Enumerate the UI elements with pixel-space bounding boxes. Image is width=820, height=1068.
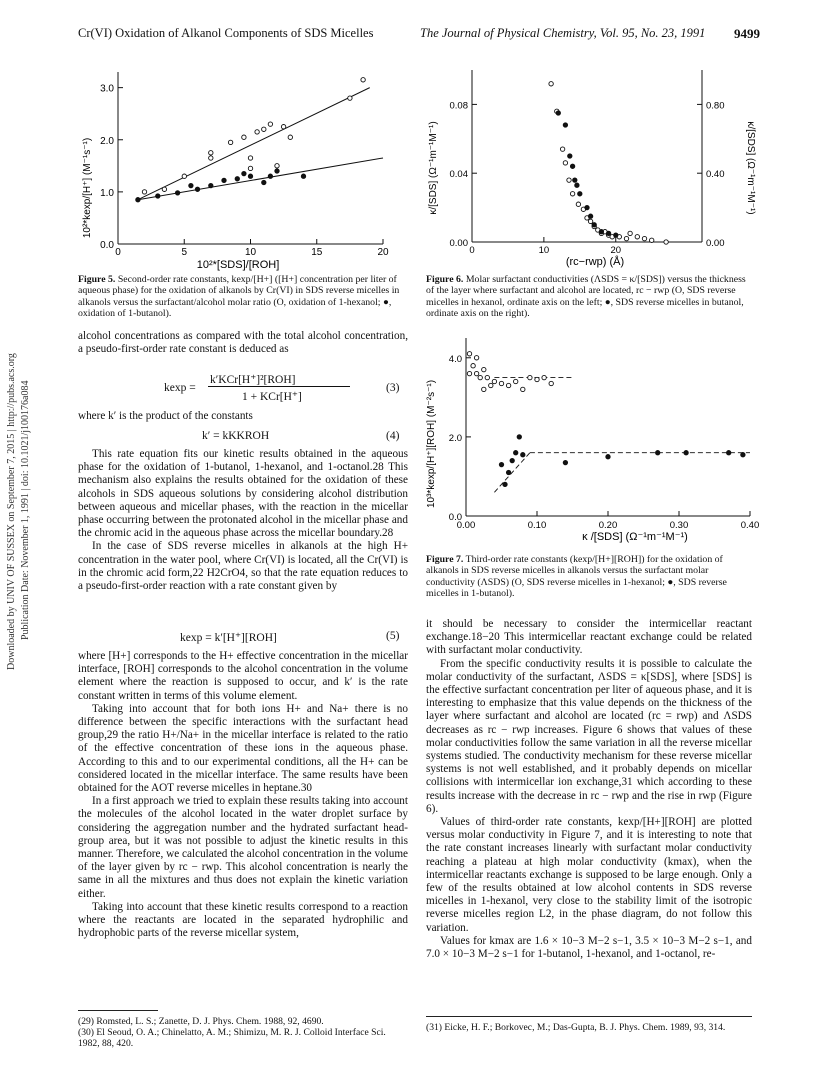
data-point-filled: [568, 154, 572, 158]
figure7-caption: [426, 554, 752, 600]
data-point-filled: [506, 470, 510, 474]
eq5-number: (5): [386, 630, 400, 642]
data-point-open: [361, 78, 365, 82]
data-point-open: [635, 235, 639, 239]
data-point-open: [209, 151, 213, 155]
eq3-number: (3): [386, 382, 400, 394]
data-point-open: [209, 156, 213, 160]
paragraph: From the specific conductivity results it is possible to calculate the molar conductivity of the surfactant, ΛSDS = κ[SDS], where [SDS] is the effective surfactant concentration per liter of aqueous phase, and it is interesting to emphasize that this value depends on the thickness of the layer where surfactant and alcohol are located (rc = rwp) and ΛSDS decreases as rc − rwp increases. Figure 6 shows that values of these molar conductivities follow the same variation in all the reverse micellar systems studied. The conductivity mechanism for these reverse micellar systems is not well established, and it probably depends on micellar collisions with intermicellar ion exchange,31 which according to these results increase with the decrease in rc − rwp and the rise in rwp (Figure 6).: [426, 657, 752, 815]
data-point-filled: [727, 451, 731, 455]
data-point-filled: [656, 451, 660, 455]
fig6-ytick-right-label: 0.80: [706, 100, 725, 112]
data-point-open: [650, 238, 654, 242]
eq4-number: (4): [386, 430, 400, 442]
data-point-filled: [614, 233, 618, 237]
fig5-caption-text: Second-order rate constants, kexp/[H+] ([H+] concentration per liter of aqueous phase) for the oxidation of alkanols by Cr(VI) in SDS reverse micelles in alkanols versus the surfactant/alcohol molar ratio (O, oxidation of 1-hexanol; ●, oxidation of 1-butanol).: [78, 274, 400, 320]
data-point-open: [492, 379, 496, 383]
footnote-rule-left: [78, 1010, 158, 1011]
equation-5: kexp = k′[H⁺][ROH]: [180, 632, 277, 644]
paragraph: where [H+] corresponds to the H+ effective concentration in the micellar interface, [ROH] corresponds to the alcohol concentration in the volume element where the reaction is supposed to occur, and k′ is the rate constant written in terms of this volume element.: [78, 650, 408, 702]
data-point-filled: [268, 174, 272, 178]
fig5-ytick-label: 1.0: [100, 187, 114, 199]
data-point-open: [499, 381, 503, 385]
fig6-xtick-label: 0: [469, 245, 475, 256]
data-point-filled: [136, 198, 140, 202]
data-point-filled: [563, 460, 567, 464]
data-point-open: [588, 219, 592, 223]
data-point-filled: [514, 451, 518, 455]
fig7-xtick-label: 0.20: [598, 520, 618, 531]
data-point-filled: [248, 174, 252, 178]
left-column-mid: [78, 448, 408, 593]
data-point-open: [560, 147, 564, 151]
fig5-ytick-label: 2.0: [100, 135, 114, 147]
paragraph: it should be necessary to consider the intermicellar reactant exchange.18−20 This intermicellar reactant exchange could be related with surfactant molar conductivity.: [426, 618, 752, 657]
data-point-open: [549, 82, 553, 86]
fig7-xtick-label: 0.10: [527, 520, 547, 531]
data-point-filled: [521, 453, 525, 457]
data-point-open: [182, 174, 186, 178]
paragraph: Taking into account that for both ions H+ and Na+ there is no difference between the specific interactions with the surfactant head group,29 the ratio H+/Na+ in the micellar interface is related to the ratio of the effective concentration of these ions in the aqueous phase. According to this and to our experimental conditions, all the H+ can be considered located in the micellar interface. The same results have been obtained for the AOT reverse micelles in heptane.30: [78, 702, 408, 795]
data-point-open: [467, 371, 471, 375]
data-point-filled: [235, 177, 239, 181]
data-point-open: [474, 371, 478, 375]
fig6-xtick-label: 20: [610, 245, 622, 256]
fig6-xlabel: (rc−rwp) (Å): [565, 256, 625, 268]
data-point-filled: [684, 451, 688, 455]
fig6-ytick-left-label: 0.08: [449, 100, 468, 112]
data-point-open: [570, 192, 574, 196]
data-point-open: [482, 367, 486, 371]
fig5-ytick-label: 3.0: [100, 83, 114, 95]
data-point-open: [563, 161, 567, 165]
data-point-filled: [156, 194, 160, 198]
references-right: [426, 1022, 752, 1033]
references-left: [78, 1016, 408, 1049]
data-point-open: [248, 166, 252, 170]
download-note-line2: Publication Date: November 1, 1991 | doi: 10.1021/j100176a084: [20, 380, 31, 640]
data-point-filled: [195, 187, 199, 191]
data-point-filled: [222, 178, 226, 182]
figure7-chart: [420, 334, 760, 550]
data-point-filled: [301, 174, 305, 178]
data-point-filled: [517, 435, 521, 439]
fig7-caption-text: Third-order rate constants (kexp/[H+][ROH]) for the oxidation of alkanols in SDS reverse micelles in alkanols versus the surfactant molar conductivity (ΛSDS) (O, SDS reverse micelles in 1-hexanol; ●, SDS reverse micelles in 1-butanol).: [426, 554, 727, 600]
data-point-filled: [189, 183, 193, 187]
figure6-chart: [420, 58, 760, 272]
data-point-open: [482, 387, 486, 391]
fig7-xtick-label: 0.40: [740, 520, 760, 531]
data-point-filled: [499, 462, 503, 466]
fig5-xtick-label: 15: [311, 247, 323, 258]
fig7-xlabel: κ /[SDS] (Ω⁻¹m⁻¹M⁻¹): [582, 531, 688, 543]
data-point-open: [489, 383, 493, 387]
data-point-filled: [606, 455, 610, 459]
reference-31: (31) Eicke, H. F.; Borkovec, M.; Das-Gupta, B. J. Phys. Chem. 1989, 93, 314.: [426, 1022, 726, 1033]
download-note-line1: Downloaded by UNIV OF SUSSEX on September 7, 2015 | http://pubs.acs.org: [6, 353, 17, 670]
data-point-filled: [275, 169, 279, 173]
data-point-open: [474, 356, 478, 360]
data-point-open: [471, 364, 475, 368]
page-number: 9499: [734, 26, 760, 41]
data-point-open: [624, 236, 628, 240]
data-point-open: [228, 140, 232, 144]
eq3-numerator: k′KCr[H⁺]²[ROH]: [210, 374, 296, 386]
data-point-filled: [570, 164, 574, 168]
eq3-denominator: 1 + KCr[H⁺]: [242, 391, 302, 403]
fig6-ytick-right-label: 0.00: [706, 238, 725, 249]
figure5-chart: [78, 58, 408, 272]
left-column-where: [78, 410, 408, 423]
journal-citation: The Journal of Physical Chemistry, Vol. 95, No. 23, 1991: [420, 26, 706, 40]
data-point-filled: [585, 205, 589, 209]
fig7-caption-label: Figure 7.: [426, 554, 464, 565]
fig5-xtick-label: 5: [181, 247, 188, 258]
fig5-xtick-label: 10: [244, 247, 257, 258]
left-column-bottom: [78, 650, 408, 940]
data-point-open: [567, 178, 571, 182]
fig6-caption-text: Molar surfactant conductivities (ΛSDS = κ/[SDS]) versus the thickness of the layer where surfactant and alcohol are located, rc − rwp (O, SDS reverse micelles in hexanol, ordinate axis on the left; ●, SDS reverse micelles in butanol, ordinate axis on the right).: [426, 274, 746, 320]
data-point-open: [275, 164, 279, 168]
left-column-top: [78, 330, 408, 356]
data-point-filled: [262, 180, 266, 184]
data-point-open: [506, 383, 510, 387]
data-point-open: [268, 122, 272, 126]
data-point-open: [288, 135, 292, 139]
fig5-fit-line: [138, 158, 383, 200]
fig5-ytick-label: 0.0: [100, 240, 114, 251]
download-note: [2, 270, 36, 670]
data-point-open: [514, 379, 518, 383]
paragraph: Values for kmax are 1.6 × 10−3 M−2 s−1, 3.5 × 10−3 M−2 s−1, and 7.0 × 10−3 M−2 s−1 for 1-butanol, 1-hexanol, and 1-octanol, re-: [426, 934, 752, 961]
fig5-caption-label: Figure 5.: [78, 274, 116, 285]
running-title: Cr(VI) Oxidation of Alkanol Components of SDS Micelles: [78, 26, 374, 40]
data-point-filled: [741, 453, 745, 457]
data-point-open: [348, 96, 352, 100]
data-point-filled: [575, 183, 579, 187]
data-point-open: [248, 156, 252, 160]
fig6-caption-label: Figure 6.: [426, 274, 464, 285]
data-point-open: [162, 187, 166, 191]
fig6-ytick-left-label: 0.04: [449, 169, 468, 181]
fig7-xtick-label: 0.00: [456, 520, 476, 531]
paragraph: Values of third-order rate constants, kexp/[H+][ROH] are plotted versus molar conductivity in Figure 7, and it is interesting to note that the rate constant increases linearly with surfactant molar conductivity reaching a plateau at high molar conductivity (kmax), when the intermicellar reactants exchange is supposed to be large enough. Only a few of the results obtained at low alcohol contents in SDS reverse micelles in 1-hexanol, very close to the stability limit of the isotropic reverse micelles region L2, in the phase diagram, do not follow this variation.: [426, 816, 752, 934]
data-point-filled: [242, 171, 246, 175]
reference-29: (29) Romsted, L. S.; Zanette, D. J. Phys. Chem. 1988, 92, 4690.: [78, 1016, 324, 1027]
data-point-filled: [599, 230, 603, 234]
fig6-xtick-label: 10: [538, 245, 550, 256]
data-point-filled: [503, 482, 507, 486]
fig6-ylabel-right: κ/[SDS] (Ω⁻¹m⁻¹M⁻¹): [745, 121, 756, 215]
figure5-caption: [78, 274, 408, 320]
fig5-xlabel: 10²*[SDS]/[ROH]: [196, 259, 280, 271]
fig7-ytick-label: 2.0: [448, 432, 462, 444]
data-point-filled: [556, 111, 560, 115]
data-point-open: [281, 125, 285, 129]
data-point-open: [255, 130, 259, 134]
data-point-open: [242, 135, 246, 139]
data-point-open: [262, 127, 266, 131]
fig6-ytick-right-label: 0.40: [706, 169, 725, 181]
paragraph: In a first approach we tried to explain these results taking into account the molecules of the alcohol located in the water droplet surface by considering the aggregation number and the hydrated surfactant head-group area, but it was not possible to adjust the kinetic results in this manner. Therefore, we calculated the alcohol concentration in the volume of the layer given by rc − rwp. This alcohol concentration is nearly the same in all the mixtures and thus does not explain the kinetic variation either.: [78, 795, 408, 900]
data-point-open: [485, 375, 489, 379]
paragraph: In the case of SDS reverse micelles in alkanols at the high H+ concentration in the water pool, where Cr(VI) is located, all the Cr(VI) is in the chromic acid form,22 H2CrO4, so that the rate equation reduces to a pseudo-first-order reaction with a rate constant given by: [78, 540, 408, 593]
reference-30: (30) El Seoud, O. A.; Chinelatto, A. M.; Shimizu, M. R. J. Colloid Interface Sci. 1982, 88, 420.: [78, 1027, 386, 1049]
data-point-open: [549, 381, 553, 385]
data-point-filled: [578, 192, 582, 196]
eq3-fraction-bar: [208, 386, 350, 387]
figure6-caption: [426, 274, 752, 320]
data-point-open: [521, 387, 525, 391]
fig6-ylabel-left: κ/[SDS] (Ω⁻¹m⁻¹M⁻¹): [428, 121, 439, 215]
paragraph: Taking into account that these kinetic results correspond to a reaction where the reactants are located in the separated hydrophilic and hydrophobic parts of the reverse micellar system,: [78, 900, 408, 940]
data-point-filled: [563, 123, 567, 127]
fig5-ylabel: 10²*kexp/[H⁺] (M⁻¹s⁻¹): [82, 137, 93, 239]
fig5-xtick-label: 0: [115, 247, 121, 258]
data-point-open: [142, 190, 146, 194]
equation-4: k′ = kKKROH: [202, 430, 270, 442]
fig7-ylabel: 10³*kexp/[H⁺][ROH] (M⁻²s⁻¹): [426, 379, 437, 509]
data-point-filled: [510, 458, 514, 462]
data-point-filled: [592, 223, 596, 227]
data-point-open: [535, 377, 539, 381]
data-point-open: [642, 236, 646, 240]
fig7-ytick-label: 4.0: [448, 353, 462, 365]
data-point-open: [628, 231, 632, 235]
paragraph: where k′ is the product of the constants: [78, 410, 253, 422]
data-point-open: [542, 375, 546, 379]
fig7-xtick-label: 0.30: [669, 520, 689, 531]
data-point-filled: [573, 178, 577, 182]
fig7-ytick-label: 0.0: [448, 512, 462, 523]
eq3-lhs: kexp =: [164, 382, 196, 394]
data-point-open: [664, 240, 668, 244]
data-point-open: [528, 375, 532, 379]
data-point-open: [576, 202, 580, 206]
data-point-filled: [175, 191, 179, 195]
paragraph: alcohol concentrations as compared with the total alcohol concentration, a pseudo-first-order rate constant is deduced as: [78, 330, 408, 356]
paragraph: This rate equation fits our kinetic results obtained in the aqueous phase for the oxidation of 1-butanol, 1-hexanol, and 1-octanol.28 This mechanism also explains the results obtained for the oxidation of these alcohols in SDS aqueous solutions by considering alcohol distribution between aqueous and micellar phases, with the reaction in the micellar phase occurring between the protonated alcohol in the micellar phase and the chromic acid in the aqueous phase across the micellar boundary.28: [78, 448, 408, 540]
fig5-xtick-label: 20: [377, 247, 389, 258]
fig6-ytick-left-label: 0.00: [449, 238, 468, 249]
right-column: [426, 618, 752, 961]
footnote-rule-right: [426, 1016, 752, 1017]
data-point-open: [478, 375, 482, 379]
data-point-filled: [209, 183, 213, 187]
data-point-filled: [588, 214, 592, 218]
data-point-filled: [606, 231, 610, 235]
fig5-fit-line: [138, 88, 370, 200]
data-point-open: [467, 352, 471, 356]
